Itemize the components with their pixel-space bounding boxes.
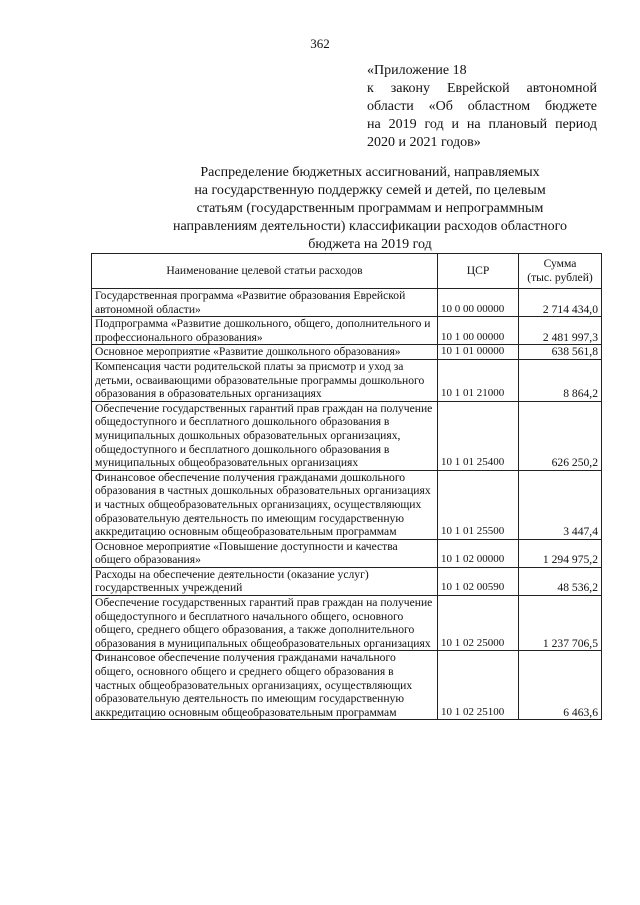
appendix-reference bbox=[367, 62, 597, 152]
row-sum: 638 561,8 bbox=[519, 345, 602, 360]
appendix-line: области «Об областном бюджете bbox=[367, 99, 597, 114]
row-code: 10 1 00 00000 bbox=[438, 317, 519, 345]
header-name: Наименование целевой статьи расходов bbox=[92, 254, 438, 289]
row-name: Подпрограмма «Развитие дошкольного, общего, дополнительного и профессионального образования» bbox=[92, 317, 438, 345]
title-line: на государственную поддержку семей и детей, по целевым bbox=[194, 183, 546, 198]
budget-table bbox=[91, 253, 602, 720]
header-code: ЦСР bbox=[438, 254, 519, 289]
appendix-line: к закону Еврейской автономной bbox=[367, 81, 597, 96]
row-name: Обеспечение государственных гарантий прав граждан на получение общедоступного и бесплатного начального общего, основного общего, среднего общего образования, а также дополнительного образования в муниципальных общеобразовательных организациях bbox=[92, 596, 438, 651]
table-row bbox=[92, 567, 602, 595]
row-name: Основное мероприятие «Повышение доступности и качества общего образования» bbox=[92, 539, 438, 567]
row-sum: 1 294 975,2 bbox=[519, 539, 602, 567]
row-name: Обеспечение государственных гарантий прав граждан на получение общедоступного и бесплатного дошкольного образования в муниципальных дошкольных образовательных организациях, общедоступного и бесплатного дошкольного образования в муниципальных общеобразовательных организациях bbox=[92, 401, 438, 470]
table-row bbox=[92, 289, 602, 317]
row-code: 10 1 01 25500 bbox=[438, 470, 519, 539]
row-code: 10 1 01 25400 bbox=[438, 401, 519, 470]
row-code: 10 1 02 00000 bbox=[438, 539, 519, 567]
appendix-line: «Приложение 18 bbox=[367, 63, 467, 78]
row-name: Компенсация части родительской платы за присмотр и уход за детьми, осваивающими образовательные программы дошкольного образования в образовательных организациях bbox=[92, 359, 438, 401]
row-sum: 1 237 706,5 bbox=[519, 596, 602, 651]
table-row bbox=[92, 345, 602, 360]
row-code: 10 1 01 21000 bbox=[438, 359, 519, 401]
row-name: Государственная программа «Развитие образования Еврейской автономной области» bbox=[92, 289, 438, 317]
title-line: Распределение бюджетных ассигнований, направляемых bbox=[200, 165, 540, 180]
row-sum: 2 481 997,3 bbox=[519, 317, 602, 345]
header-sum bbox=[519, 254, 602, 289]
row-name: Финансовое обеспечение получения гражданами дошкольного образования в частных дошкольных образовательных организациях и частных общеобразовательных организациях, осуществляющих образовательную деятельность по имеющим государственную аккредитацию основным общеобразовательным программам bbox=[92, 470, 438, 539]
row-name: Основное мероприятие «Развитие дошкольного образования» bbox=[92, 345, 438, 360]
table-header-row bbox=[92, 254, 602, 289]
row-name: Финансовое обеспечение получения гражданами начального общего, основного общего и среднего общего образования в частных общеобразовательных организациях, осуществляющих образовательную деятельность по имеющим государственную аккредитацию основным общеобразовательным программам bbox=[92, 651, 438, 720]
page-number: 362 bbox=[310, 36, 330, 51]
row-sum: 48 536,2 bbox=[519, 567, 602, 595]
appendix-line: 2020 и 2021 годов» bbox=[367, 135, 481, 150]
row-code: 10 1 02 00590 bbox=[438, 567, 519, 595]
header-sum-unit: (тыс. рублей) bbox=[527, 271, 593, 284]
table-row bbox=[92, 317, 602, 345]
title-line: бюджета на 2019 год bbox=[308, 237, 432, 252]
title-line: статьям (государственным программам и непрограммным bbox=[196, 201, 544, 216]
table-row bbox=[92, 470, 602, 539]
table-row bbox=[92, 596, 602, 651]
table-row bbox=[92, 539, 602, 567]
document-title bbox=[150, 164, 590, 254]
row-name: Расходы на обеспечение деятельности (оказание услуг) государственных учреждений bbox=[92, 567, 438, 595]
appendix-line: на 2019 год и на плановый период bbox=[367, 117, 597, 132]
row-code: 10 0 00 00000 bbox=[438, 289, 519, 317]
row-sum: 626 250,2 bbox=[519, 401, 602, 470]
row-sum: 2 714 434,0 bbox=[519, 289, 602, 317]
table-row bbox=[92, 651, 602, 720]
row-code: 10 1 02 25000 bbox=[438, 596, 519, 651]
row-sum: 6 463,6 bbox=[519, 651, 602, 720]
row-code: 10 1 02 25100 bbox=[438, 651, 519, 720]
title-line: направлениям деятельности) классификации расходов областного bbox=[173, 219, 567, 234]
row-sum: 3 447,4 bbox=[519, 470, 602, 539]
table-row bbox=[92, 359, 602, 401]
row-sum: 8 864,2 bbox=[519, 359, 602, 401]
table-row bbox=[92, 401, 602, 470]
header-sum-line: Сумма bbox=[543, 257, 577, 271]
row-code: 10 1 01 00000 bbox=[438, 345, 519, 360]
